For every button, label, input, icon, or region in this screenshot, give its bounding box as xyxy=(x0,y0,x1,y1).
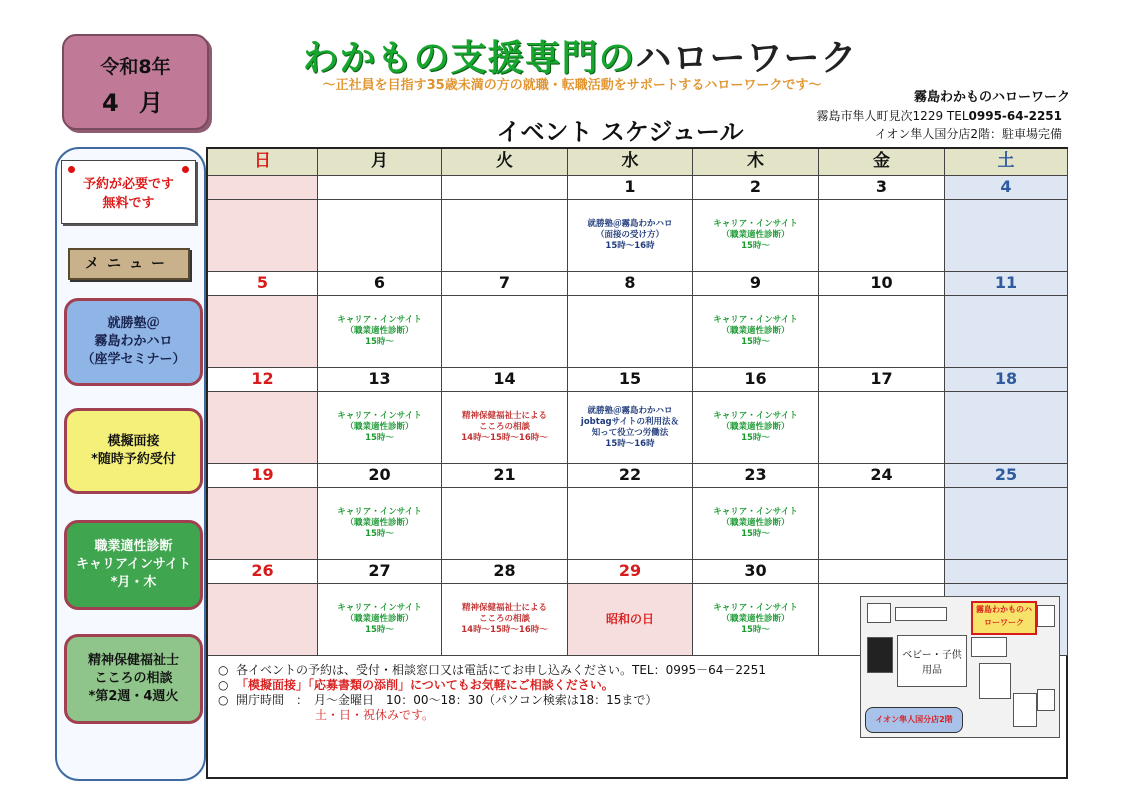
day-events xyxy=(208,296,318,368)
map-block xyxy=(971,637,1007,657)
day-events xyxy=(568,584,693,656)
day-number: 28 xyxy=(442,560,568,584)
menu-item-line: 模擬面接 xyxy=(107,434,160,449)
event-line: 15時～16時 xyxy=(605,438,655,449)
day-events xyxy=(442,392,568,464)
map-hellowork-label: 霧島わかものハローワーク xyxy=(971,601,1037,635)
weekday-header: 土 xyxy=(945,149,1068,176)
day-number: 17 xyxy=(819,368,945,392)
day-number: 14 xyxy=(442,368,568,392)
weekday-header: 水 xyxy=(568,149,693,176)
note-line-1: 予約が必要です xyxy=(82,177,174,192)
day-number: 5 xyxy=(208,272,318,296)
subtitle: ～正社員を目指す35歳未満の方の就職・転職活動をサポートするハローワークです～ xyxy=(322,78,822,93)
day-number: 6 xyxy=(318,272,442,296)
map-aeon-label: イオン隼人国分店2階 xyxy=(865,707,963,733)
event-line: キャリア・インサイト xyxy=(337,507,422,517)
menu-item-line: 就勝塾＠ xyxy=(107,316,160,331)
weekday-header: 木 xyxy=(693,149,819,176)
event-line: （職業適性診断） xyxy=(345,614,414,624)
event-line: 知って役立つ労働法 xyxy=(591,427,669,438)
day-events xyxy=(568,200,693,272)
day-number: 2 xyxy=(693,176,819,200)
day-events xyxy=(208,584,318,656)
day-events xyxy=(693,584,819,656)
map-block xyxy=(895,607,947,621)
day-number: 16 xyxy=(693,368,819,392)
event-line: （職業適性診断） xyxy=(721,422,790,432)
menu-item-line: *月・木 xyxy=(110,575,157,590)
event-line: キャリア・インサイト xyxy=(337,315,422,325)
tel-label: TEL xyxy=(946,109,969,123)
event-line: キャリア・インサイト xyxy=(713,315,798,325)
month-label: 4 月 xyxy=(101,89,170,117)
day-number: 4 xyxy=(945,176,1068,200)
day-events xyxy=(318,584,442,656)
day-number: 26 xyxy=(208,560,318,584)
map-baby-area: ベビー・子供用品 xyxy=(897,635,967,687)
weekday-header: 火 xyxy=(442,149,568,176)
day-number: 15 xyxy=(568,368,693,392)
day-events xyxy=(819,296,945,368)
menu-item-line: 精神保健福祉士 xyxy=(87,653,179,668)
menu-item-line: 職業適性診断 xyxy=(94,539,173,554)
day-events xyxy=(208,488,318,560)
pin-icon xyxy=(182,166,189,173)
map-block xyxy=(1037,605,1055,627)
event-line: 15時～ xyxy=(741,433,770,443)
note-reservation: 各イベントの予約は、受付・相談窓口又は電話にてお申し込みください。TEL：0995－64－2251 xyxy=(236,663,766,677)
month-badge xyxy=(62,34,209,130)
event-line: キャリア・インサイト xyxy=(713,219,798,229)
event-line: 精神保健福祉士による xyxy=(461,411,547,421)
menu-item-mock-interview[interactable] xyxy=(64,408,203,494)
map-block xyxy=(1037,689,1055,711)
event-line: 15時～ xyxy=(741,241,770,251)
day-number: 21 xyxy=(442,464,568,488)
address-line xyxy=(760,107,1062,124)
day-number: 1 xyxy=(568,176,693,200)
day-events xyxy=(442,584,568,656)
menu-item-line: *第2週・4週火 xyxy=(88,689,179,704)
menu-item-line: 霧島わかハロ xyxy=(94,334,173,349)
event-line: 14時～15時～16時～ xyxy=(461,625,548,635)
floor-map xyxy=(860,596,1060,738)
event-line: （面接の受け方） xyxy=(595,230,664,240)
day-events xyxy=(819,488,945,560)
day-number: 20 xyxy=(318,464,442,488)
day-number xyxy=(318,176,442,200)
day-number: 13 xyxy=(318,368,442,392)
note-hours: 開庁時間 ： 月～金曜日 10：00～18：30（パソコン検索は18：15まで） xyxy=(236,693,658,707)
event-line: キャリア・インサイト xyxy=(337,603,422,613)
day-events xyxy=(819,392,945,464)
event-line: （職業適性診断） xyxy=(721,614,790,624)
event-line: 15時～16時 xyxy=(605,241,655,251)
menu-item-line: こころの相談 xyxy=(94,671,173,686)
menu-label: メニュー xyxy=(68,248,190,280)
day-events xyxy=(442,488,568,560)
day-events xyxy=(318,200,442,272)
event-line: 精神保健福祉士による xyxy=(461,603,547,613)
day-events xyxy=(208,200,318,272)
day-number: 8 xyxy=(568,272,693,296)
day-number: 29 xyxy=(568,560,693,584)
note-consult: 「模擬面接」「応募書類の添削」についてもお気軽にご相談ください。 xyxy=(236,678,614,692)
day-number: 27 xyxy=(318,560,442,584)
day-number: 11 xyxy=(945,272,1068,296)
address-line-2: イオン隼人国分店2階：駐車場完備 xyxy=(874,127,1062,141)
weekday-header: 金 xyxy=(819,149,945,176)
day-number: 18 xyxy=(945,368,1068,392)
event-line: キャリア・インサイト xyxy=(337,411,422,421)
day-number: 30 xyxy=(693,560,819,584)
event-line: 15時～ xyxy=(365,529,394,539)
day-number: 10 xyxy=(819,272,945,296)
title-main: わかもの支援専門の xyxy=(302,38,636,79)
day-events xyxy=(693,488,819,560)
day-events xyxy=(945,392,1068,464)
day-events xyxy=(819,200,945,272)
note-line-2: 無料です xyxy=(102,196,155,211)
event-line: （職業適性診断） xyxy=(345,326,414,336)
title-hellowork: ハローワーク xyxy=(635,38,858,79)
day-events xyxy=(208,392,318,464)
event-line: jobtagサイトの利用法＆ xyxy=(580,416,680,427)
day-events xyxy=(568,488,693,560)
day-number xyxy=(442,176,568,200)
note-closed: 土・日・祝休みです。 xyxy=(315,708,435,722)
day-events xyxy=(693,200,819,272)
day-events xyxy=(318,488,442,560)
menu-item-line: *随時予約受付 xyxy=(91,452,176,467)
event-line: （職業適性診断） xyxy=(721,518,790,528)
weekday-header: 日 xyxy=(208,149,318,176)
day-number: 22 xyxy=(568,464,693,488)
event-line: 就勝塾＠霧島わかハロ xyxy=(587,405,673,416)
day-number: 9 xyxy=(693,272,819,296)
day-events xyxy=(568,296,693,368)
weekday-header: 月 xyxy=(318,149,442,176)
day-events xyxy=(945,200,1068,272)
day-events xyxy=(693,296,819,368)
tel-number: 0995-64-2251 xyxy=(968,109,1062,123)
day-number: 3 xyxy=(819,176,945,200)
event-line: 14時～15時～16時～ xyxy=(461,433,548,443)
schedule-title: イベント スケジュール xyxy=(496,118,744,146)
menu-item-line: （座学セミナー） xyxy=(81,352,186,367)
menu-item-line: キャリアインサイト xyxy=(76,557,191,572)
map-block xyxy=(867,603,891,623)
map-block xyxy=(1013,693,1037,727)
event-line: キャリア・インサイト xyxy=(713,411,798,421)
address: 霧島市隼人町見次1229 xyxy=(816,109,944,123)
holiday-label: 昭和の日 xyxy=(605,612,654,626)
day-number xyxy=(819,560,945,584)
day-number xyxy=(945,560,1068,584)
day-number xyxy=(208,176,318,200)
bullet-icon: ○ xyxy=(218,693,229,707)
office-name: 霧島わかものハローワーク xyxy=(913,90,1070,105)
event-line: （職業適性診断） xyxy=(345,422,414,432)
day-number: 24 xyxy=(819,464,945,488)
event-line: 15時～ xyxy=(365,625,394,635)
day-events xyxy=(693,392,819,464)
day-number: 12 xyxy=(208,368,318,392)
event-line: キャリア・インサイト xyxy=(713,603,798,613)
day-number: 23 xyxy=(693,464,819,488)
day-events xyxy=(568,392,693,464)
event-line: こころの相談 xyxy=(478,614,530,624)
menu-item-aptitude[interactable] xyxy=(64,520,203,610)
event-line: こころの相談 xyxy=(478,422,530,432)
notes xyxy=(218,663,858,723)
day-events xyxy=(945,488,1068,560)
event-line: 15時～ xyxy=(741,529,770,539)
event-line: 15時～ xyxy=(741,337,770,347)
day-events xyxy=(318,392,442,464)
event-line: キャリア・インサイト xyxy=(713,507,798,517)
event-line: 15時～ xyxy=(365,337,394,347)
day-events xyxy=(318,296,442,368)
day-number: 19 xyxy=(208,464,318,488)
day-events xyxy=(442,200,568,272)
reservation-note xyxy=(61,160,196,224)
event-line: （職業適性診断） xyxy=(345,518,414,528)
event-line: 15時～ xyxy=(741,625,770,635)
menu-item-seminar[interactable] xyxy=(64,298,203,386)
map-block xyxy=(979,663,1011,699)
era-year: 令和8年 xyxy=(100,56,171,78)
event-line: （職業適性診断） xyxy=(721,230,790,240)
bullet-icon: ○ xyxy=(218,663,229,677)
pin-icon xyxy=(68,166,75,173)
menu-item-counseling[interactable] xyxy=(64,634,203,724)
event-line: （職業適性診断） xyxy=(721,326,790,336)
day-number: 7 xyxy=(442,272,568,296)
event-line: 就勝塾＠霧島わかハロ xyxy=(587,219,673,229)
bullet-icon: ○ xyxy=(218,678,229,692)
map-block xyxy=(867,637,893,673)
day-events xyxy=(945,296,1068,368)
event-line: 15時～ xyxy=(365,433,394,443)
day-events xyxy=(442,296,568,368)
day-number: 25 xyxy=(945,464,1068,488)
